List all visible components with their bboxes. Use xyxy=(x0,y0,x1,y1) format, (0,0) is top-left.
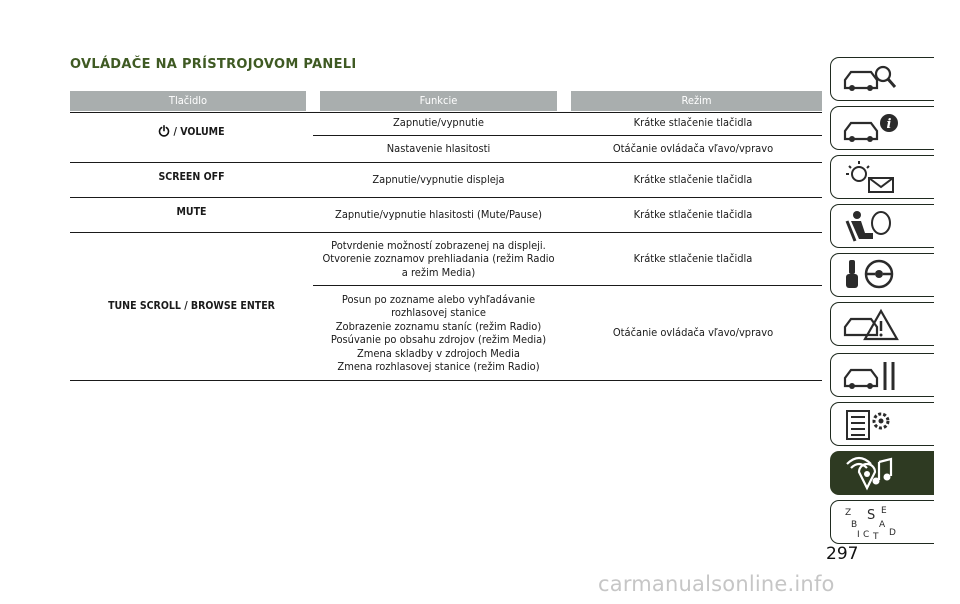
chapter-tab-emergency[interactable] xyxy=(830,302,934,346)
cell-function: Zapnutie/vypnutie displeja xyxy=(313,163,564,198)
cell-function xyxy=(313,286,564,381)
cell-mode: Otáčanie ovládača vľavo/vpravo xyxy=(564,136,822,163)
volume-label: / VOLUME xyxy=(173,126,225,138)
specs-gear-icon xyxy=(841,405,901,443)
controls-table xyxy=(70,91,822,381)
warning-lights-icon xyxy=(841,158,901,196)
index-letter: C xyxy=(863,530,870,540)
table-row xyxy=(70,233,822,286)
index-letter: T xyxy=(873,532,879,541)
cell-mode: Krátke stlačenie tlačidla xyxy=(564,198,822,233)
chapter-tab-index[interactable] xyxy=(830,500,934,544)
function-line: a režim Media) xyxy=(401,265,476,279)
table-row xyxy=(70,163,822,198)
index-letter: D xyxy=(889,528,896,538)
watermark: carmanualsonline.info xyxy=(598,572,835,596)
header-mode: Režim xyxy=(564,91,822,111)
cell-mode: Krátke stlačenie tlačidla xyxy=(564,233,822,286)
index-letter: Z xyxy=(845,508,852,518)
chapter-tab-servicing[interactable] xyxy=(830,353,934,397)
car-accident-icon xyxy=(841,305,901,343)
function-line: Otvorenie zoznamov prehliadania (režim Radio xyxy=(322,252,555,266)
page-title: OVLÁDAČE NA PRÍSTROJOVOM PANELI xyxy=(70,57,357,72)
cell-function: Zapnutie/vypnutie xyxy=(313,111,564,136)
table-header-row xyxy=(70,91,822,111)
chapter-tab-safety[interactable] xyxy=(830,204,934,248)
table-row xyxy=(70,111,822,136)
cell-mode: Krátke stlačenie tlačidla xyxy=(564,163,822,198)
index-letters-icon xyxy=(841,503,901,541)
function-line: Potvrdenie možností zobrazenej na displeji. xyxy=(331,238,546,252)
cell-mode: Otáčanie ovládača vľavo/vpravo xyxy=(564,286,822,381)
function-line: Posúvanie po obsahu zdrojov (režim Media) xyxy=(330,333,547,346)
cell-button-screen-off: SCREEN OFF xyxy=(70,163,313,198)
function-line: Zobrazenie zoznamu staníc (režim Radio) xyxy=(335,319,542,333)
table-row xyxy=(70,198,822,233)
cell-function xyxy=(313,233,564,286)
power-icon xyxy=(158,125,170,137)
chapter-tab-technical-specs[interactable] xyxy=(830,402,934,446)
cell-function: Nastavenie hlasitosti xyxy=(313,136,564,163)
svg-text:i: i xyxy=(886,117,892,132)
index-letter: I xyxy=(857,530,860,540)
key-steering-icon xyxy=(841,256,901,294)
index-letter: E xyxy=(881,506,887,516)
chapter-tab-getting-to-know[interactable] xyxy=(830,57,934,101)
car-tools-icon xyxy=(841,356,901,394)
car-search-icon xyxy=(841,60,901,98)
car-info-icon xyxy=(841,109,901,147)
function-line: Posun po zozname alebo vyhľadávanie xyxy=(341,292,536,306)
header-function: Funkcie xyxy=(313,91,564,111)
multimedia-icon xyxy=(841,454,901,492)
index-letter: S xyxy=(867,508,876,523)
chapter-tab-multimedia[interactable] xyxy=(830,451,934,495)
function-line: Zmena skladby v zdrojoch Media xyxy=(357,346,520,360)
chapter-tab-warnings[interactable] xyxy=(830,155,934,199)
function-line: rozhlasovej stanice xyxy=(391,306,486,319)
cell-button-mute: MUTE xyxy=(70,198,313,233)
seat-airbag-icon xyxy=(841,207,901,245)
cell-button-volume xyxy=(70,111,313,163)
cell-button-tune-scroll: TUNE SCROLL / BROWSE ENTER xyxy=(70,233,313,381)
function-line: Zmena rozhlasovej stanice (režim Radio) xyxy=(337,360,540,373)
page-number: 297 xyxy=(826,544,859,564)
cell-mode: Krátke stlačenie tlačidla xyxy=(564,111,822,136)
chapter-tab-dashboard[interactable] xyxy=(830,106,934,150)
index-letter: A xyxy=(879,520,886,530)
index-letter: B xyxy=(851,520,858,530)
header-button: Tlačidlo xyxy=(70,91,313,111)
chapter-tab-starting[interactable] xyxy=(830,253,934,297)
cell-function: Zapnutie/vypnutie hlasitosti (Mute/Pause) xyxy=(313,198,564,233)
header-divider xyxy=(70,112,822,113)
